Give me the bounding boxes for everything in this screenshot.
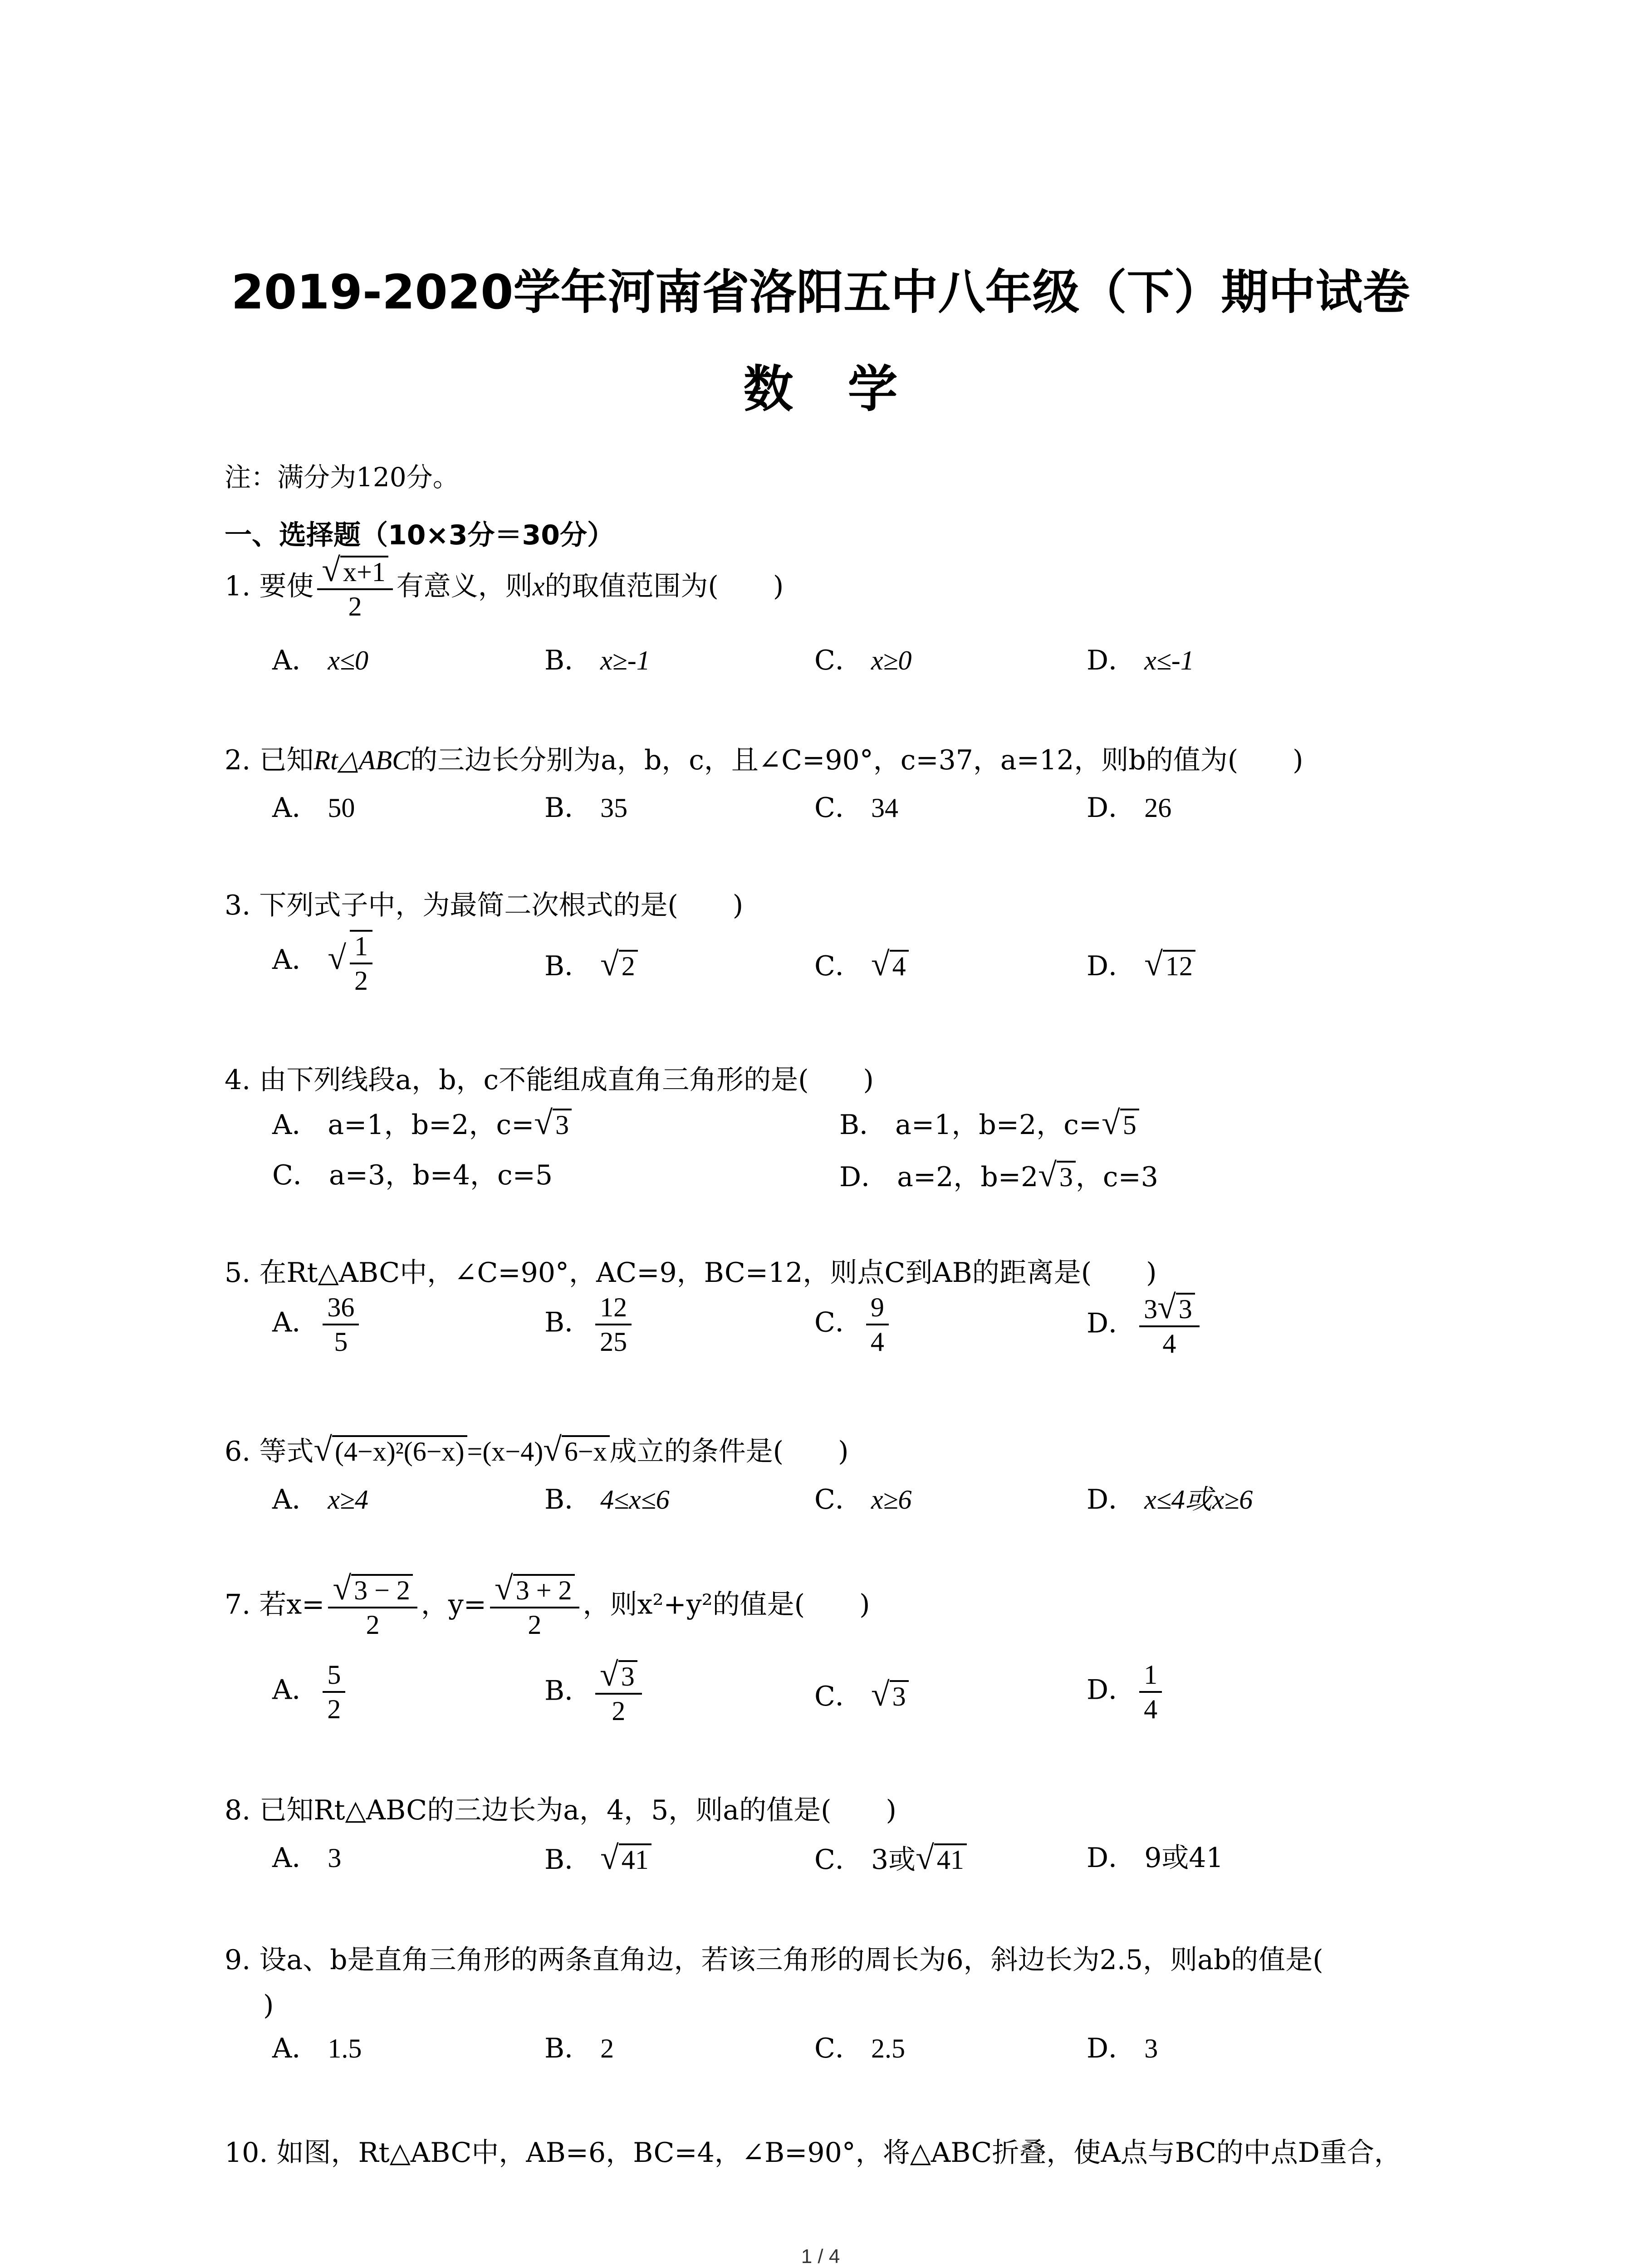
q4-option-c: C． a=3，b=4，c=5 (272, 1159, 553, 1191)
q6-option-c: C． x≥6 (814, 1484, 912, 1515)
q7-option-a: A． $\frac{5}{2}$ (272, 1660, 349, 1724)
question-6: 6. 等式√ (4−x)²(6−x) =(x−4)√ 6−x 成立的条件是( ) (225, 1431, 849, 1468)
q8-option-d: D． 9或41 (1087, 1842, 1224, 1874)
page-number: 1 / 4 (801, 2245, 840, 2268)
question-7: 7. 若x= $\frac{√ 3 - 2}{2}$ ，y= $\frac{√ 3 + 2}{2}$ ，则x²+y²的值是( ) (225, 1570, 870, 1640)
q7-option-d: D． $\frac{1}{4}$ (1087, 1660, 1166, 1724)
q7-option-b: B． $\frac{√ 3}{2}$ (544, 1660, 646, 1725)
subject-title: 数学 (743, 360, 952, 418)
q6-option-a: A． x≥4 (272, 1484, 368, 1515)
q6-option-d: D． x≤4或x≥6 (1087, 1484, 1253, 1515)
q9-option-c: C． 2.5 (814, 2033, 905, 2064)
question-10: 10. 如图，Rt△ABC中，AB=6，BC=4，∠B=90°，将△ABC折叠，使A点与BC的中点D重合， (225, 2137, 1401, 2169)
q7-option-c: C． √ 3 (814, 1678, 909, 1713)
q1-option-c: C． x≥0 (814, 645, 912, 676)
q3-option-a: A． √ $\frac{1}{2}$ (272, 930, 376, 995)
question-3: 3. 下列式子中，为最简二次根式的是( ) (225, 890, 744, 921)
score-note: 注：满分为120分。 (225, 462, 459, 493)
question-8: 8. 已知Rt△ABC的三边长为a，4，5，则a的值是( ) (225, 1794, 896, 1826)
q4-option-a: A． a=1，b=2，c=√ 3 (272, 1107, 572, 1141)
question-1: 1. 要使 $\frac{√ x+1}{2}$ 有意义，则x的取值范围为( ) (225, 552, 784, 621)
q8-option-a: A． 3 (272, 1842, 342, 1874)
question-4: 4. 由下列线段a，b，c不能组成直角三角形的是( ) (225, 1064, 874, 1096)
q9-option-a: A． 1.5 (272, 2033, 362, 2064)
question-9: 9. 设a、b是直角三角形的两条直角边，若该三角形的周长为6，斜边长为2.5，则ab的值是( (225, 1944, 1323, 1976)
q5-option-c: C． $\frac{9}{4}$ (814, 1293, 892, 1356)
q2-option-a: A． 50 (272, 792, 355, 824)
q5-option-a: A． $\frac{36}{5}$ (272, 1293, 362, 1356)
q4-option-d: D． a=2，b=2√ 3 ，c=3 (839, 1157, 1158, 1194)
q2-option-c: C． 34 (814, 792, 898, 824)
q1-option-d: D． x≤-1 (1087, 645, 1194, 676)
q9-option-d: D． 3 (1087, 2033, 1158, 2064)
q2-option-d: D． 26 (1087, 792, 1172, 824)
q1-option-b: B． x≥-1 (544, 645, 650, 676)
q6-option-b: B． 4≤x≤6 (544, 1484, 670, 1515)
q4-option-b: B． a=1，b=2，c=√ 5 (839, 1107, 1139, 1141)
section-heading: 一、选择题（10×3分＝30分） (225, 519, 615, 551)
question-2: 2. 已知Rt△ABC的三边长分别为a，b，c，且∠C=90°，c=37，a=12，则b的值为( ) (225, 744, 1303, 776)
q9-option-b: B． 2 (544, 2033, 614, 2064)
q5-option-d: D． $\frac{3√ 3}{4}$ (1087, 1293, 1203, 1358)
q1-option-a: A． x≤0 (272, 645, 368, 676)
question-5: 5. 在Rt△ABC中，∠C=90°，AC=9，BC=12，则点C到AB的距离是( ) (225, 1257, 1157, 1289)
q2-option-b: B． 35 (544, 792, 628, 824)
q8-option-b: B． √ 41 (544, 1842, 652, 1876)
q3-option-c: C． √ 4 (814, 948, 909, 982)
q8-option-c: C． 3或√ 41 (814, 1842, 967, 1876)
question-9-continuation: ) (263, 1989, 274, 2021)
exam-title: 2019-2020学年河南省洛阳五中八年级（下）期中试卷 (231, 264, 1410, 320)
q3-option-d: D． √ 12 (1087, 948, 1195, 982)
q5-option-b: B． $\frac{12}{25}$ (544, 1293, 635, 1356)
q3-option-b: B． √ 2 (544, 948, 638, 982)
